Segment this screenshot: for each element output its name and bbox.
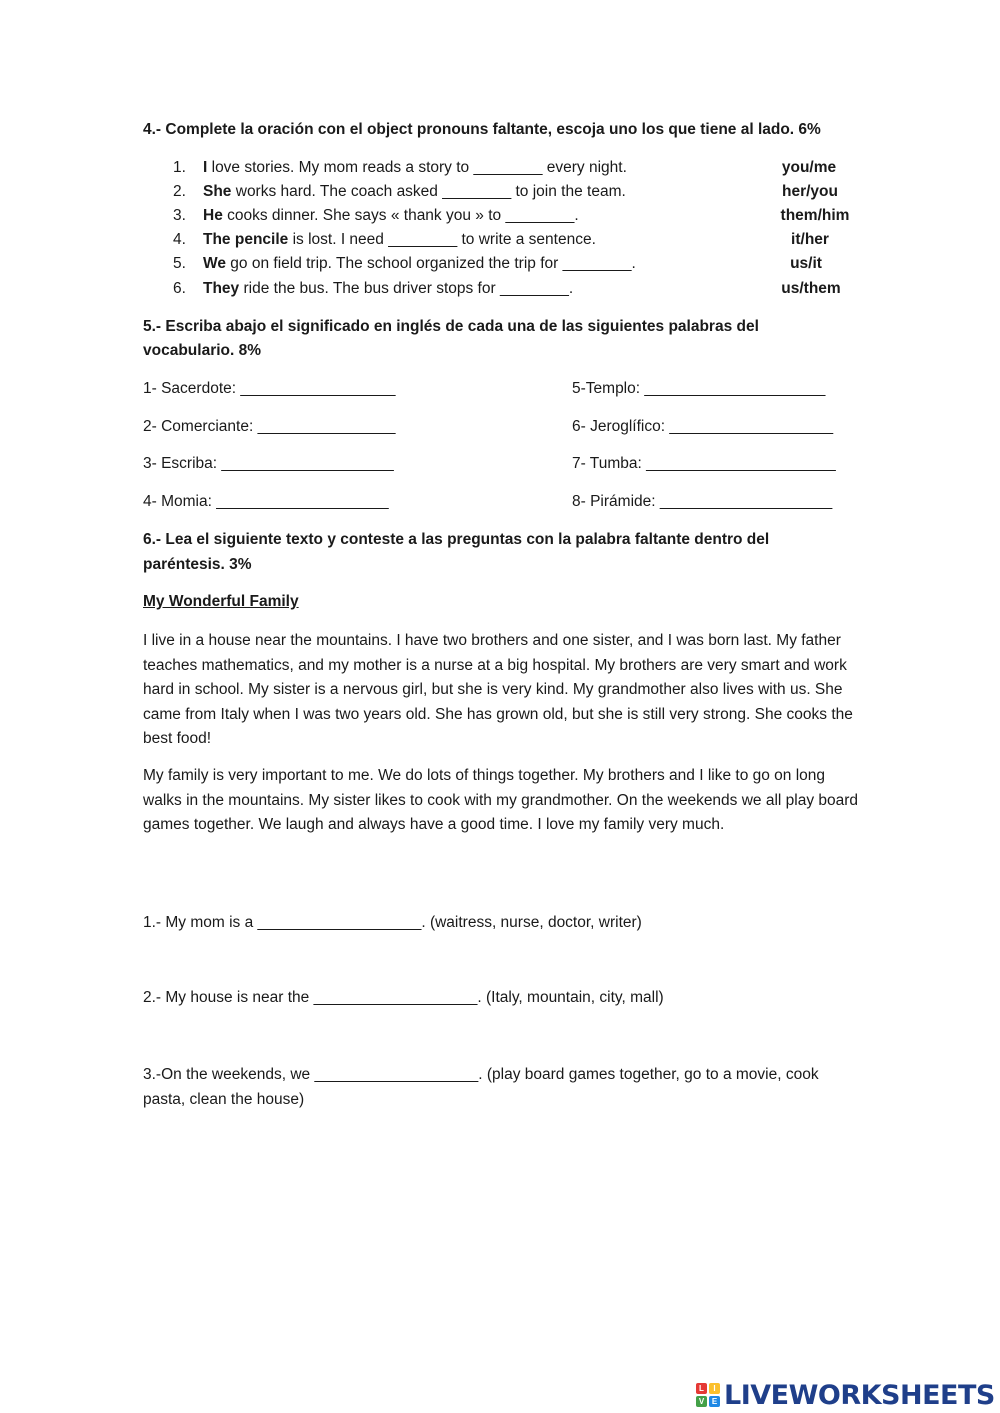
item-number: 4.: [173, 231, 186, 248]
vocab-item: 8- Pirámide: ____________________: [572, 493, 833, 510]
section4-title: 4.- Complete la oración con el object pronouns faltante, escoja uno los que tiene al lado. 6%: [143, 121, 821, 138]
vocab-item: 6- Jeroglífico: ___________________: [572, 418, 834, 435]
item-number: 5.: [173, 255, 186, 272]
item-subject: The pencile: [203, 231, 289, 248]
exercise-item: [0, 280, 1000, 302]
vocab-item: 2- Comerciante: ________________: [143, 418, 396, 435]
item-options: her/you: [782, 183, 838, 200]
item-text: love stories. My mom reads a story to ________ every night.: [207, 159, 627, 176]
vocab-item: 1- Sacerdote: __________________: [143, 380, 396, 397]
item-text: works hard. The coach asked ________ to join the team.: [231, 183, 626, 200]
item-options: them/him: [780, 207, 850, 224]
item-number: 6.: [173, 280, 186, 297]
item-sentence: [203, 159, 627, 177]
question-1: 1.- My mom is a ___________________. (waitress, nurse, doctor, writer): [143, 914, 642, 931]
exercise-item: [0, 231, 1000, 253]
item-number: 3.: [173, 207, 186, 224]
section5-title-line2: vocabulario. 8%: [143, 342, 262, 359]
item-sentence: [203, 255, 636, 273]
item-options: us/it: [790, 255, 822, 272]
exercise-item: [0, 255, 1000, 277]
item-sentence: [203, 231, 596, 249]
item-text: go on field trip. The school organized the trip for ________.: [225, 255, 636, 272]
item-text: is lost. I need ________ to write a sentence.: [288, 231, 596, 248]
vocab-item: 3- Escriba: ____________________: [143, 455, 394, 472]
item-sentence: [203, 207, 579, 225]
liveworksheets-logo[interactable]: [696, 1380, 995, 1410]
logo-block: L: [696, 1383, 707, 1394]
story-paragraph-2: My family is very important to me. We do lots of things together. My brothers and I like to go on long walks in the mountains. My sister likes to cook with my grandmother. On the weekends we all play board games together. We laugh and always have a good time. I love my family very much.: [143, 767, 859, 833]
story-title: My Wonderful Family: [143, 593, 299, 610]
item-number: 1.: [173, 159, 186, 176]
vocab-item: 4- Momia: ____________________: [143, 493, 389, 510]
logo-block: E: [709, 1396, 720, 1407]
exercise-item: [0, 207, 1000, 229]
item-number: 2.: [173, 183, 186, 200]
vocab-item: 7- Tumba: ______________________: [572, 455, 836, 472]
section6-title-line2: paréntesis. 3%: [143, 556, 252, 573]
logo-blocks-icon: [696, 1383, 720, 1407]
item-text: ride the bus. The bus driver stops for ________.: [239, 280, 574, 297]
exercise-item: [0, 183, 1000, 205]
item-sentence: [203, 280, 573, 298]
item-subject: He: [203, 207, 223, 224]
logo-block: I: [709, 1383, 720, 1394]
item-options: you/me: [781, 159, 837, 176]
item-options: it/her: [791, 231, 829, 248]
logo-block: V: [696, 1396, 707, 1407]
section5-title-line1: 5.- Escriba abajo el significado en inglés de cada una de las siguientes palabras del: [143, 318, 759, 335]
section6-title-line1: 6.- Lea el siguiente texto y conteste a las preguntas con la palabra faltante dentro del: [143, 531, 770, 548]
item-sentence: [203, 183, 626, 201]
item-subject: I: [203, 159, 208, 176]
item-options: us/them: [781, 280, 841, 297]
item-subject: They: [203, 280, 240, 297]
exercise-item: [0, 159, 1000, 181]
item-subject: We: [203, 255, 226, 272]
item-subject: She: [203, 183, 232, 200]
story-paragraph-1: I live in a house near the mountains. I have two brothers and one sister, and I was born last. My father teaches mathematics, and my mother is a nurse at a big hospital. My brothers are very smart and work hard in school. My sister is a nervous girl, but she is very kind. My grandmother also lives with us. She came from Italy when I was two years old. She has grown old, but she is still very strong. She cooks the best food!: [143, 632, 853, 747]
vocab-item: 5-Templo: _____________________: [572, 380, 826, 397]
question-3: 3.-On the weekends, we ___________________. (play board games together, go to a movie, cook pasta, clean the house): [143, 1066, 819, 1108]
question-2: 2.- My house is near the ___________________. (Italy, mountain, city, mall): [143, 989, 664, 1006]
item-text: cooks dinner. She says « thank you » to ________.: [222, 207, 579, 224]
logo-text: LIVEWORKSHEETS: [724, 1379, 995, 1411]
